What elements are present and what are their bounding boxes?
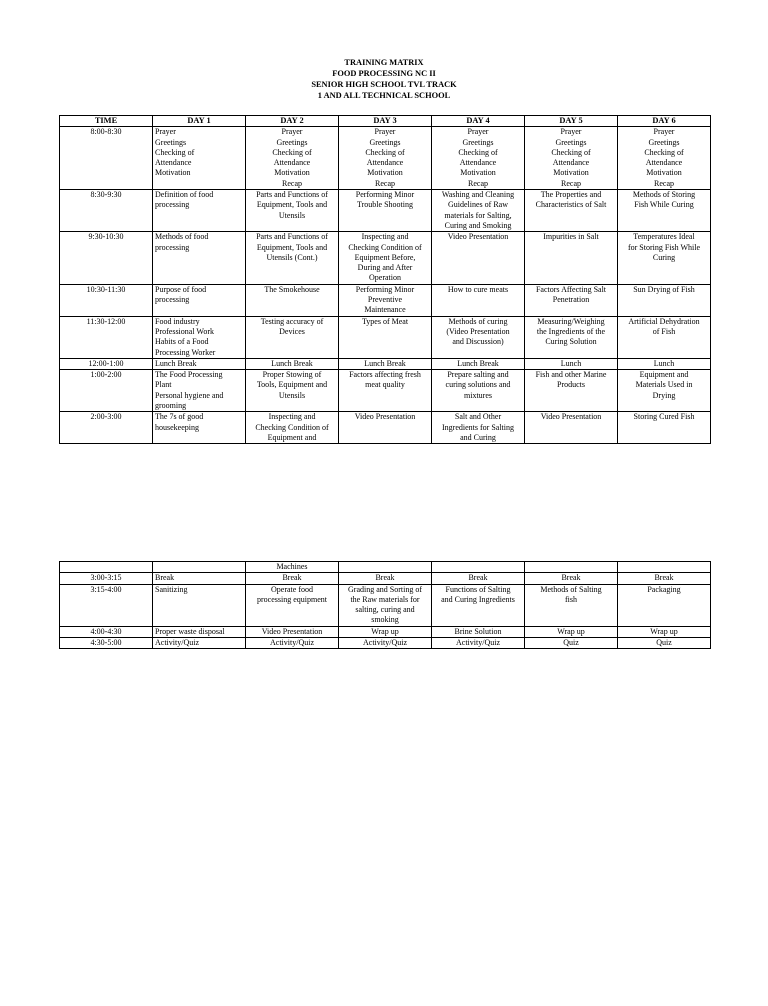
day-1-cell: Activity/Quiz bbox=[153, 638, 246, 649]
day-1-cell: Food industry Professional Work Habits of a Food Processing Worker bbox=[153, 316, 246, 358]
time-cell: 4:30-5:00 bbox=[60, 638, 153, 649]
day-6-cell: Equipment and Materials Used in Drying bbox=[618, 370, 711, 412]
table-row bbox=[60, 284, 711, 316]
day-3-cell: Types of Meat bbox=[339, 316, 432, 358]
day-2-cell: Activity/Quiz bbox=[246, 638, 339, 649]
day-6-cell: Sun Drying of Fish bbox=[618, 284, 711, 316]
day-4-cell: Methods of curing (Video Presentation and Discussion) bbox=[432, 316, 525, 358]
table-row bbox=[60, 358, 711, 369]
day-5-cell: Quiz bbox=[525, 638, 618, 649]
time-cell: 3:15-4:00 bbox=[60, 584, 153, 626]
day-5-cell: Video Presentation bbox=[525, 412, 618, 444]
day-3-cell: Factors affecting fresh meat quality bbox=[339, 370, 432, 412]
column-header-day-1: DAY 1 bbox=[153, 116, 246, 127]
day-1-cell: Methods of food processing bbox=[153, 232, 246, 284]
day-4-cell: Video Presentation bbox=[432, 232, 525, 284]
day-3-cell: Performing Minor Trouble Shooting bbox=[339, 190, 432, 232]
day-1-cell bbox=[153, 562, 246, 573]
day-6-cell: Break bbox=[618, 573, 711, 584]
day-5-cell: Fish and other Marine Products bbox=[525, 370, 618, 412]
day-2-cell: Video Presentation bbox=[246, 626, 339, 637]
day-4-cell: Salt and Other Ingredients for Salting and Curing bbox=[432, 412, 525, 444]
column-header-day-6: DAY 6 bbox=[618, 116, 711, 127]
day-4-cell: Activity/Quiz bbox=[432, 638, 525, 649]
day-4-cell: Brine Solution bbox=[432, 626, 525, 637]
day-2-cell: Machines bbox=[246, 562, 339, 573]
table-row bbox=[60, 626, 711, 637]
day-4-cell: Washing and Cleaning Guidelines of Raw materials for Salting, Curing and Smoking bbox=[432, 190, 525, 232]
title-line-2: FOOD PROCESSING NC II bbox=[332, 69, 436, 78]
table-row bbox=[60, 638, 711, 649]
day-2-cell: The Smokehouse bbox=[246, 284, 339, 316]
day-5-cell: Break bbox=[525, 573, 618, 584]
day-6-cell: Methods of Storing Fish While Curing bbox=[618, 190, 711, 232]
day-5-cell: Wrap up bbox=[525, 626, 618, 637]
day-1-cell: Lunch Break bbox=[153, 358, 246, 369]
table-row bbox=[60, 127, 711, 190]
table-row bbox=[60, 316, 711, 358]
day-2-cell: Proper Stowing of Tools, Equipment and Utensils bbox=[246, 370, 339, 412]
day-3-cell: Break bbox=[339, 573, 432, 584]
day-5-cell: Measuring/Weighing the Ingredients of the Curing Solution bbox=[525, 316, 618, 358]
table-row bbox=[60, 584, 711, 626]
day-4-cell: Break bbox=[432, 573, 525, 584]
day-2-cell: Break bbox=[246, 573, 339, 584]
day-1-cell: Break bbox=[153, 573, 246, 584]
day-2-cell: Inspecting and Checking Condition of Equipment and bbox=[246, 412, 339, 444]
day-3-cell: Video Presentation bbox=[339, 412, 432, 444]
title-line-1: TRAINING MATRIX bbox=[344, 58, 424, 67]
time-cell: 4:00-4:30 bbox=[60, 626, 153, 637]
time-cell: 1:00-2:00 bbox=[60, 370, 153, 412]
day-5-cell: Factors Affecting Salt Penetration bbox=[525, 284, 618, 316]
table-row bbox=[60, 190, 711, 232]
day-1-cell: Definition of food processing bbox=[153, 190, 246, 232]
day-4-cell: Prepare salting and curing solutions and mixtures bbox=[432, 370, 525, 412]
day-2-cell: Parts and Functions of Equipment, Tools and Utensils (Cont.) bbox=[246, 232, 339, 284]
day-6-cell: Storing Cured Fish bbox=[618, 412, 711, 444]
table-body-continued bbox=[60, 562, 711, 649]
day-3-cell: Grading and Sorting of the Raw materials for salting, curing and smoking bbox=[339, 584, 432, 626]
day-6-cell: Lunch bbox=[618, 358, 711, 369]
day-5-cell: Prayer Greetings Checking of Attendance Motivation Recap bbox=[525, 127, 618, 190]
day-3-cell: Lunch Break bbox=[339, 358, 432, 369]
time-cell: 9:30-10:30 bbox=[60, 232, 153, 284]
day-4-cell: Functions of Salting and Curing Ingredients bbox=[432, 584, 525, 626]
day-6-cell: Temperatures Ideal for Storing Fish While Curing bbox=[618, 232, 711, 284]
column-header-day-2: DAY 2 bbox=[246, 116, 339, 127]
day-3-cell: Activity/Quiz bbox=[339, 638, 432, 649]
table-row bbox=[60, 562, 711, 573]
column-header-time: TIME bbox=[60, 116, 153, 127]
day-6-cell: Packaging bbox=[618, 584, 711, 626]
day-5-cell: Lunch bbox=[525, 358, 618, 369]
time-cell: 2:00-3:00 bbox=[60, 412, 153, 444]
day-1-cell: Purpose of food processing bbox=[153, 284, 246, 316]
day-6-cell bbox=[618, 562, 711, 573]
table-row bbox=[60, 412, 711, 444]
table-row bbox=[60, 232, 711, 284]
day-4-cell: How to cure meats bbox=[432, 284, 525, 316]
column-header-day-4: DAY 4 bbox=[432, 116, 525, 127]
day-1-cell: The Food Processing Plant Personal hygiene and grooming bbox=[153, 370, 246, 412]
time-cell: 8:30-9:30 bbox=[60, 190, 153, 232]
time-cell: 3:00-3:15 bbox=[60, 573, 153, 584]
day-6-cell: Prayer Greetings Checking of Attendance Motivation Recap bbox=[618, 127, 711, 190]
day-2-cell: Operate food processing equipment bbox=[246, 584, 339, 626]
day-1-cell: Prayer Greetings Checking of Attendance Motivation bbox=[153, 127, 246, 190]
time-cell bbox=[60, 562, 153, 573]
day-3-cell: Wrap up bbox=[339, 626, 432, 637]
day-3-cell: Performing Minor Preventive Maintenance bbox=[339, 284, 432, 316]
time-cell: 10:30-11:30 bbox=[60, 284, 153, 316]
day-1-cell: The 7s of good housekeeping bbox=[153, 412, 246, 444]
column-header-day-5: DAY 5 bbox=[525, 116, 618, 127]
day-1-cell: Sanitizing bbox=[153, 584, 246, 626]
table-header-row bbox=[60, 116, 711, 127]
table-row bbox=[60, 370, 711, 412]
day-2-cell: Testing accuracy of Devices bbox=[246, 316, 339, 358]
table-row bbox=[60, 573, 711, 584]
column-header-day-3: DAY 3 bbox=[339, 116, 432, 127]
time-cell: 11:30-12:00 bbox=[60, 316, 153, 358]
day-2-cell: Prayer Greetings Checking of Attendance Motivation Recap bbox=[246, 127, 339, 190]
document-title-block bbox=[0, 57, 768, 101]
table-body bbox=[60, 127, 711, 444]
day-3-cell: Inspecting and Checking Condition of Equipment Before, During and After Operation bbox=[339, 232, 432, 284]
day-2-cell: Parts and Functions of Equipment, Tools and Utensils bbox=[246, 190, 339, 232]
day-4-cell: Lunch Break bbox=[432, 358, 525, 369]
day-6-cell: Artificial Dehydration of Fish bbox=[618, 316, 711, 358]
training-matrix-table-continued bbox=[59, 561, 711, 649]
day-6-cell: Quiz bbox=[618, 638, 711, 649]
day-4-cell: Prayer Greetings Checking of Attendance Motivation Recap bbox=[432, 127, 525, 190]
day-5-cell: Methods of Salting fish bbox=[525, 584, 618, 626]
time-cell: 12:00-1:00 bbox=[60, 358, 153, 369]
day-5-cell bbox=[525, 562, 618, 573]
day-3-cell: Prayer Greetings Checking of Attendance Motivation Recap bbox=[339, 127, 432, 190]
day-5-cell: Impurities in Salt bbox=[525, 232, 618, 284]
day-4-cell bbox=[432, 562, 525, 573]
day-6-cell: Wrap up bbox=[618, 626, 711, 637]
day-1-cell: Proper waste disposal bbox=[153, 626, 246, 637]
day-2-cell: Lunch Break bbox=[246, 358, 339, 369]
day-5-cell: The Properties and Characteristics of Salt bbox=[525, 190, 618, 232]
title-line-4: 1 AND ALL TECHNICAL SCHOOL bbox=[317, 91, 451, 100]
training-matrix-table bbox=[59, 115, 711, 444]
day-3-cell bbox=[339, 562, 432, 573]
time-cell: 8:00-8:30 bbox=[60, 127, 153, 190]
title-line-3: SENIOR HIGH SCHOOL TVL TRACK bbox=[311, 80, 457, 89]
